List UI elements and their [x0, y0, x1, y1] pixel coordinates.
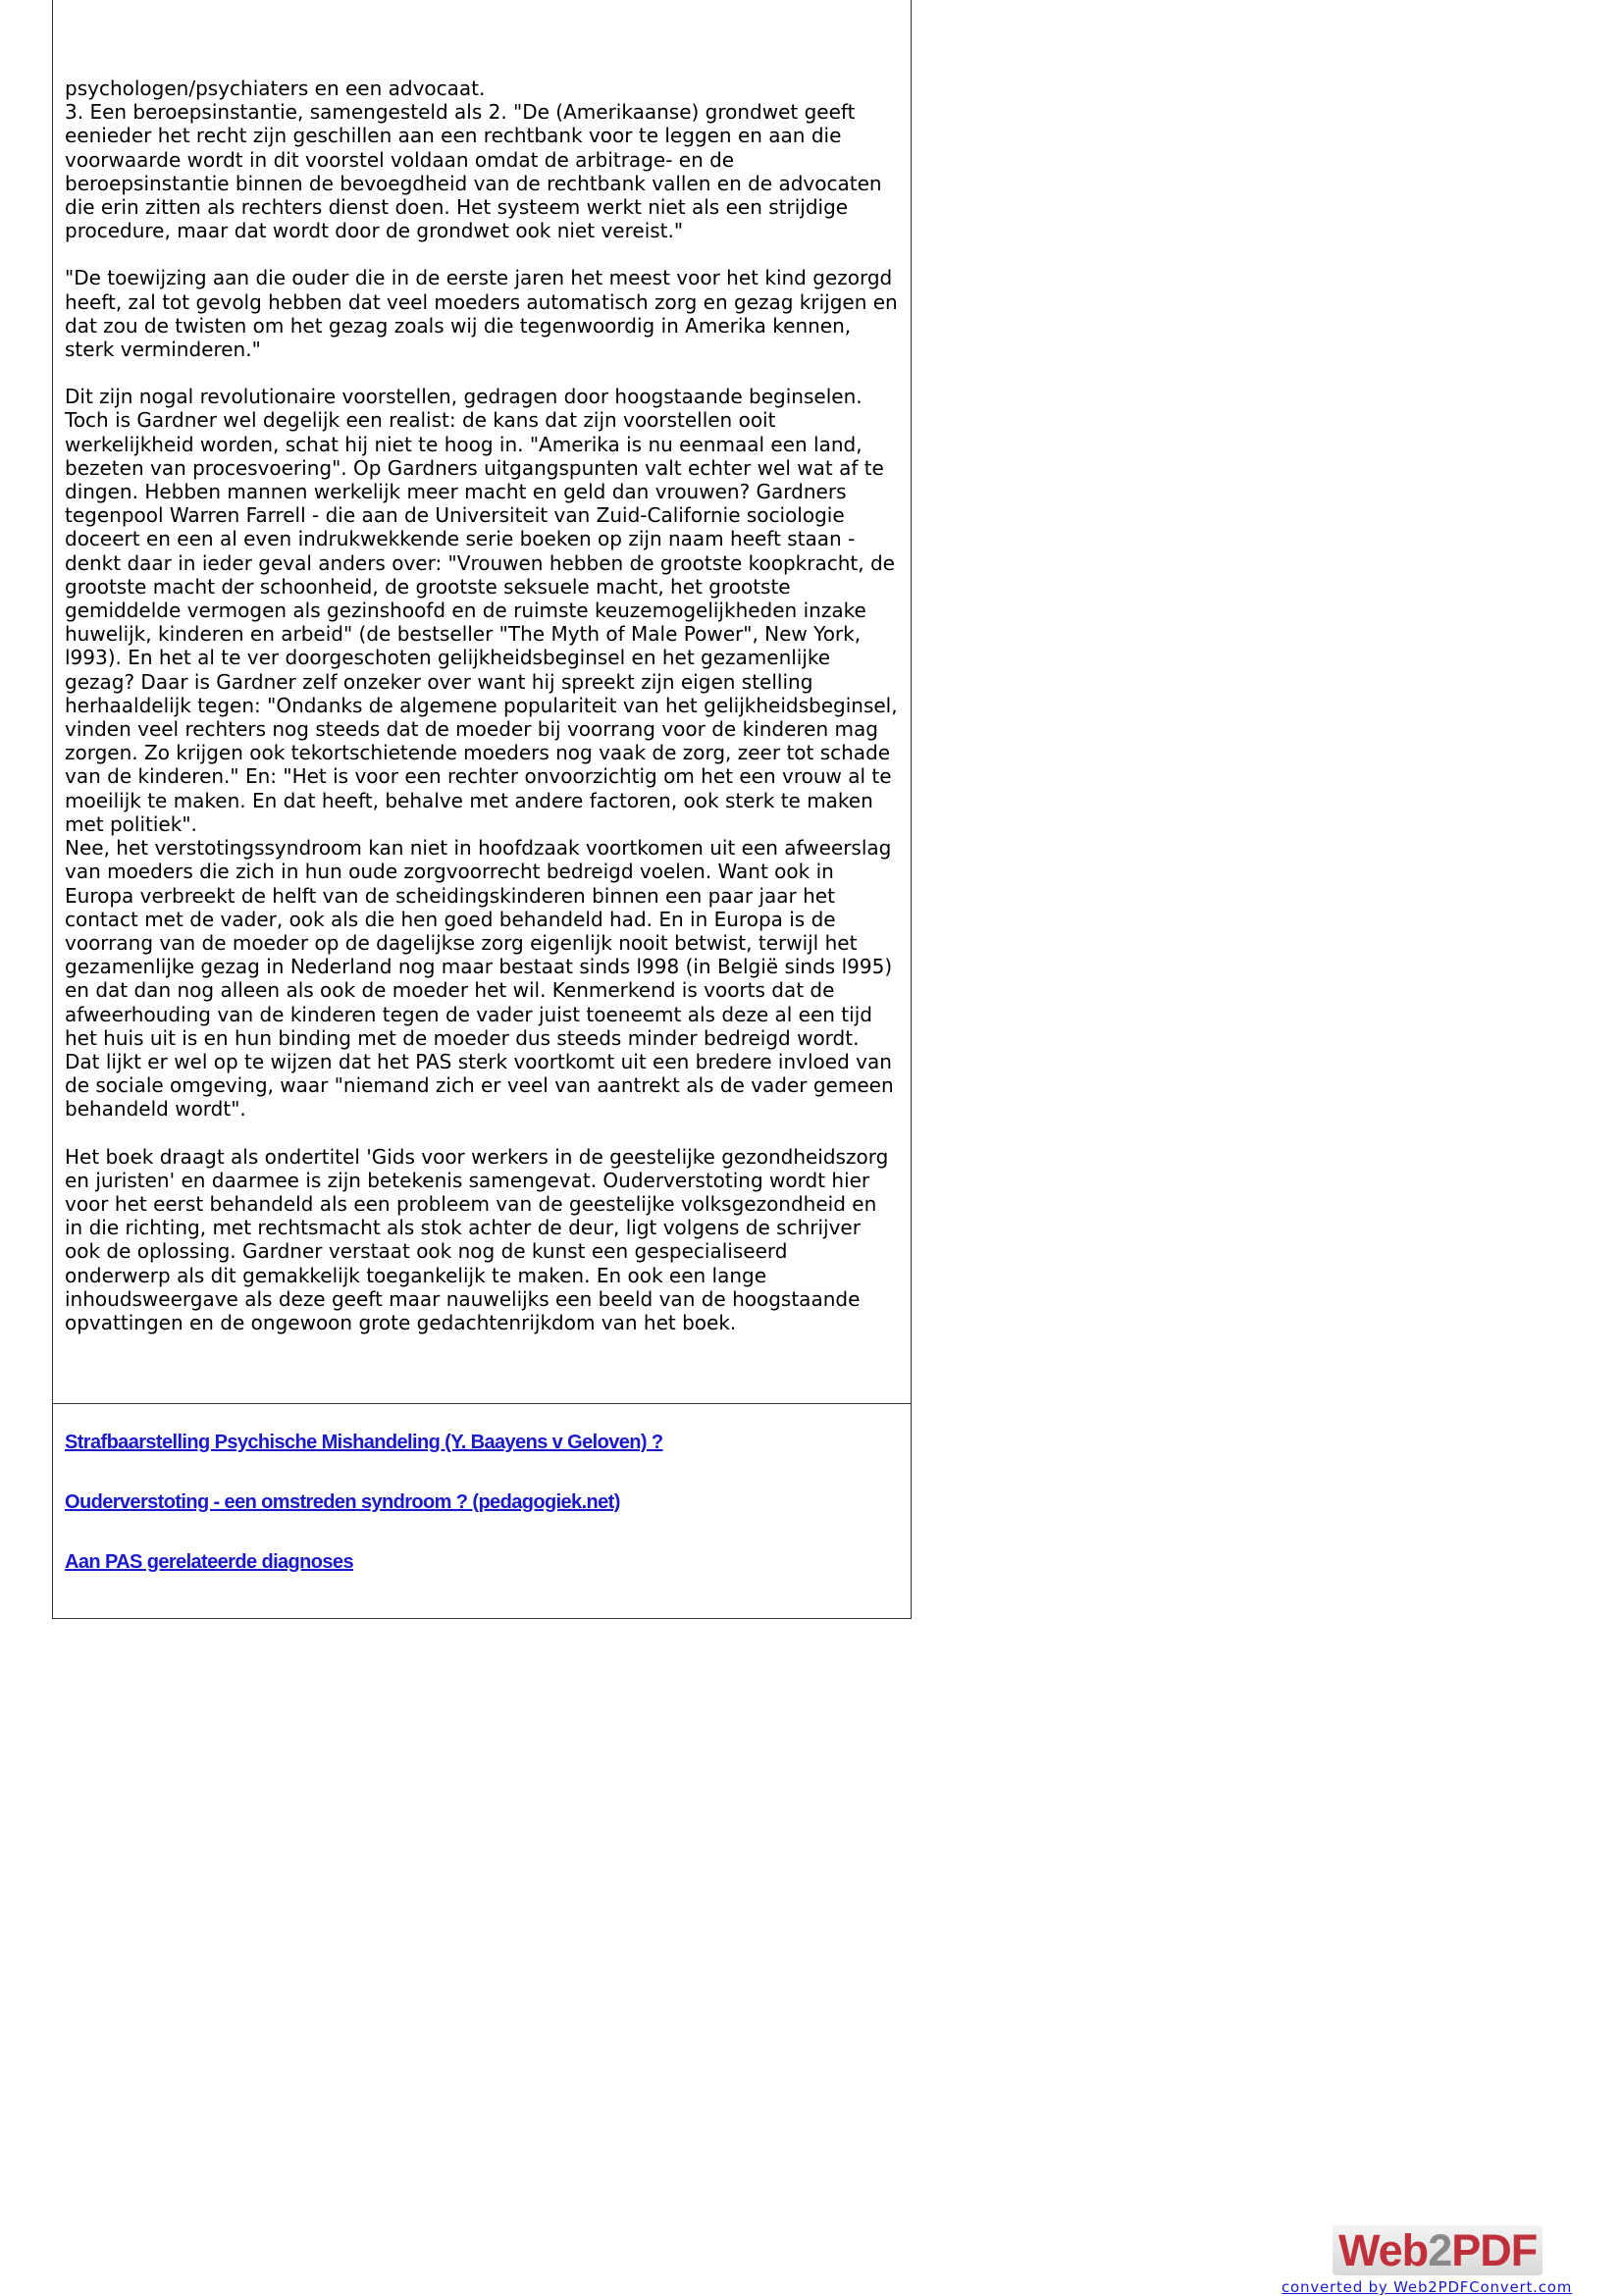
logo-part-2: 2	[1428, 2225, 1452, 2275]
link-pas-diagnoses[interactable]: Aan PAS gerelateerde diagnoses	[65, 1551, 353, 1573]
link-ouderverstoting[interactable]: Ouderverstoting - een omstreden syndroom ? (pedagogiek.net)	[65, 1491, 620, 1513]
article-paragraph: "De toewijzing aan die ouder die in de eerste jaren het meest voor het kind gezorgd heeft, zal tot gevolg hebben dat veel moeders automatisch zorg en gezag krijgen en dat zou de twisten om het gezag zoals wij die tegenwoordig in Amerika kennen, sterk verminderen."	[65, 266, 898, 362]
section-divider	[53, 1403, 911, 1404]
related-links	[65, 1431, 899, 1610]
web2pdf-logo	[1333, 2225, 1541, 2276]
logo-wordmark	[1333, 2225, 1543, 2275]
article-body	[65, 77, 899, 1334]
converted-by-link[interactable]: converted by Web2PDFConvert.com	[1282, 2278, 1573, 2296]
article-paragraph: Het boek draagt als ondertitel 'Gids voor werkers in de geestelijke gezondheidszorg en juristen' en daarmee is zijn betekenis samengevat. Ouderverstoting wordt hier voor het eerst behandeld als een probleem van de geestelijke volksgezondheid en in die richting, met rechtsmacht als stok achter de deur, ligt volgens de schrijver ook de oplossing. Gardner verstaat ook nog de kunst een gespecialiseerd onderwerp als dit gemakkelijk toegankelijk te maken. En ook een lange inhoudsweergave als deze geeft maar nauwelijks een beeld van de hoogstaande opvattingen en de ongewoon grote gedachtenrijkdom van het boek.	[65, 1144, 889, 1334]
logo-part-web: Web	[1338, 2225, 1429, 2275]
article-paragraph: psychologen/psychiaters en een advocaat. 3. Een beroepsinstantie, samengesteld als 2. "De (Amerikaanse) grondwet geeft eenieder het recht zijn geschillen aan een rechtbank voor te leggen en aan die voorwaarde wordt in dit voorstel voldaan omdat de arbitrage- en de beroepsinstantie binnen de bevoegdheid van de rechtbank vallen en de advocaten die erin zitten als rechters dienst doen. Het systeem werkt niet als een strijdige procedure, maar dat wordt door de grondwet ook niet vereist."	[65, 77, 882, 243]
content-frame	[52, 0, 912, 1619]
logo-part-pdf: PDF	[1451, 2225, 1538, 2275]
article-paragraph: Dit zijn nogal revolutionaire voorstellen, gedragen door hoogstaande beginselen. Toch is Gardner wel degelijk een realist: de kans dat zijn voorstellen ooit werkelijkheid worden, schat hij niet te hoog in. "Amerika is nu eenmaal een land, bezeten van procesvoering". Op Gardners uitgangspunten valt echter wel wat af te dingen. Hebben mannen werkelijk meer macht en geld dan vrouwen? Gardners tegenpool Warren Farrell - die aan de Universiteit van Zuid-Californie sociologie doceert en een al even indrukwekkende serie boeken op zijn naam heeft staan - denkt daar in ieder geval anders over: "Vrouwen hebben de grootste koopkracht, de grootste macht der schoonheid, de grootste seksuele macht, het grootste gemiddelde vermogen als gezinshoofd en de ruimste keuzemogelijkheden inzake huwelijk, kinderen en arbeid" (de bestseller "The Myth of Male Power", New York, l993). En het al te ver doorgeschoten gelijkheidsbeginsel en het gezamenlijke gezag? Daar is Gardner zelf onzeker over want hij spreekt zijn eigen stelling herhaaldelijk tegen: "Ondanks de algemene populariteit van het gelijkheidsbeginsel, vinden veel rechters nog steeds dat de moeder bij voorrang voor de kinderen mag zorgen. Zo krijgen ook tekortschietende moeders nog vaak de zorg, zeer tot schade van de kinderen." En: "Het is voor een rechter onvoorzichtig om het een vrouw al te moeilijk te maken. En dat heeft, behalve met andere factoren, ook sterk te maken met politiek". Nee, het verstotingssyndroom kan niet in hoofdzaak voortkomen uit een afweerslag van moeders die zich in hun oude zorgvoorrecht bedreigd voelen. Want ook in Europa verbreekt de helft van de scheidingskinderen binnen een paar jaar het contact met de vader, ook als die hen goed behandeld had. En in Europa is de voorrang van de moeder op de dagelijkse zorg eigenlijk nooit betwist, terwijl het gezamenlijke gezag in Nederland nog maar bestaat sinds l998 (in België sinds l995) en dat dan nog alleen als ook de moeder het wil. Kenmerkend is voorts dat de afweerhouding van de kinderen tegen de vader juist toeneemt als deze al een tijd het huis uit is en hun binding met de moeder dus steeds minder bedreigd wordt. Dat lijkt er wel op te wijzen dat het PAS sterk voortkomt uit een bredere invloed van de sociale omgeving, waar "niemand zich er veel van aantrekt als de vader gemeen behandeld wordt".	[65, 385, 898, 1122]
link-strafbaarstelling[interactable]: Strafbaarstelling Psychische Mishandeling (Y. Baayens v Geloven) ?	[65, 1432, 663, 1453]
